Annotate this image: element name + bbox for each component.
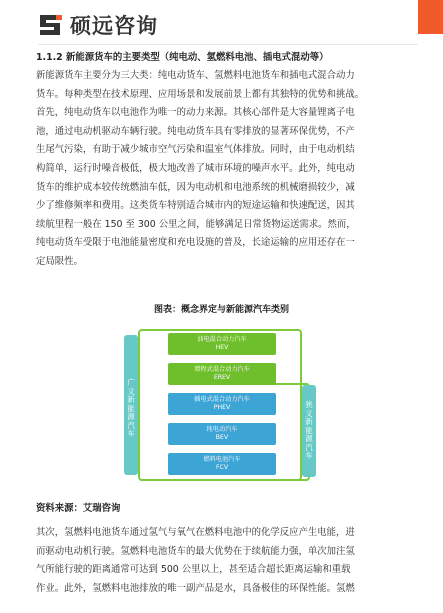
category-en: HEV xyxy=(215,344,229,351)
text-line: 生尾气污染，有助于减少城市空气污染和温室气体排放。同时，由于电动机结 xyxy=(36,144,355,156)
text-line: 气所能行驶的距离通常可达到 500 公里以上，甚至适合超长距离运输和重载 xyxy=(36,564,351,576)
category-box-erev xyxy=(168,363,276,385)
category-en: PHEV xyxy=(213,404,231,411)
text-line: 首先，纯电动货车以电池作为唯一的动力来源。其核心部件是大容量锂离子电 xyxy=(36,107,355,119)
narrow-nev-label xyxy=(302,385,316,477)
category-cn: 插电式混合动力汽车 xyxy=(194,396,250,403)
text-line: 纯电动货车受限于电池能量密度和充电设施的普及，长途运输的应用还存在一 xyxy=(36,237,355,249)
text-line: 定局限性。 xyxy=(36,255,83,267)
category-en: BEV xyxy=(215,434,229,441)
paragraph xyxy=(36,524,420,598)
category-cn: 纯电动汽车 xyxy=(206,426,238,433)
text-line: 少了维修频率和费用。这类货车特别适合城市内的短途运输和快速配送，因其 xyxy=(36,200,355,212)
text-line: 新能源货车主要分为三大类：纯电动货车、氢燃料电池货车和插电式混合动力 xyxy=(36,70,355,81)
narrow-nev-text: 狭 义 新 能 源 汽 车 xyxy=(305,400,313,460)
category-cn: 油电混合动力汽车 xyxy=(197,336,247,343)
ev-category-diagram xyxy=(120,325,320,485)
broad-nev-label xyxy=(124,335,138,475)
category-box-fcv xyxy=(168,453,276,475)
section-body-2 xyxy=(36,524,420,598)
figure-title: 图表：概念界定与新能源汽车类别 xyxy=(153,305,289,315)
text-line: 续航里程一般在 150 至 300 公里之间，能够满足日常货物运送需求。然而， xyxy=(36,218,356,230)
category-cn: 燃料电池汽车 xyxy=(203,456,241,463)
text-line: 构简单，运行时噪音极低，极大地改善了城市环境的噪声水平。此外，纯电动 xyxy=(36,162,355,174)
text-line: 货车的维护成本较传统燃油车低，因为电动机和电池系统的机械磨损较少，减 xyxy=(36,181,355,193)
category-en: FCV xyxy=(215,464,229,471)
text-line: 池，通过电动机驱动车辆行驶。纯电动货车具有零排放的显著环保优势，不产 xyxy=(36,125,355,137)
paragraph xyxy=(36,67,420,272)
category-cn: 增程式混合动力汽车 xyxy=(194,366,250,373)
figure-source: 资料来源：艾瑞咨询 xyxy=(36,503,121,514)
text-line: 其次，氢燃料电池货车通过氢气与氧气在燃料电池中的化学反应产生电能，进 xyxy=(36,527,355,538)
corner-accent-tab xyxy=(418,0,443,34)
section-heading: 1.1.2 新能源货车的主要类型（纯电动、氢燃料电池、插电式混动等） xyxy=(36,52,329,63)
text-line: 而驱动电动机行驶。氢燃料电池货车的最大优势在于续航能力强，单次加注氢 xyxy=(36,545,355,557)
text-line: 货车。每种类型在技术原理、应用场景和发展前景上都有其独特的优势和挑战。 xyxy=(36,88,365,100)
brand-name: 硕远咨询 xyxy=(70,14,158,38)
category-box-bev xyxy=(168,423,276,445)
header-divider xyxy=(38,44,418,45)
category-en: EREV xyxy=(213,374,231,381)
brand-logo xyxy=(38,12,158,38)
category-box-phev xyxy=(168,393,276,415)
broad-nev-text: 广 义 新 能 源 汽 车 xyxy=(127,378,135,438)
brand-logo-icon xyxy=(38,13,64,37)
category-box-hev xyxy=(168,333,276,355)
text-line: 作业。此外，氢燃料电池排放的唯一副产品是水，具备极佳的环保性能。氢燃 xyxy=(36,582,355,594)
section-body xyxy=(36,50,420,272)
